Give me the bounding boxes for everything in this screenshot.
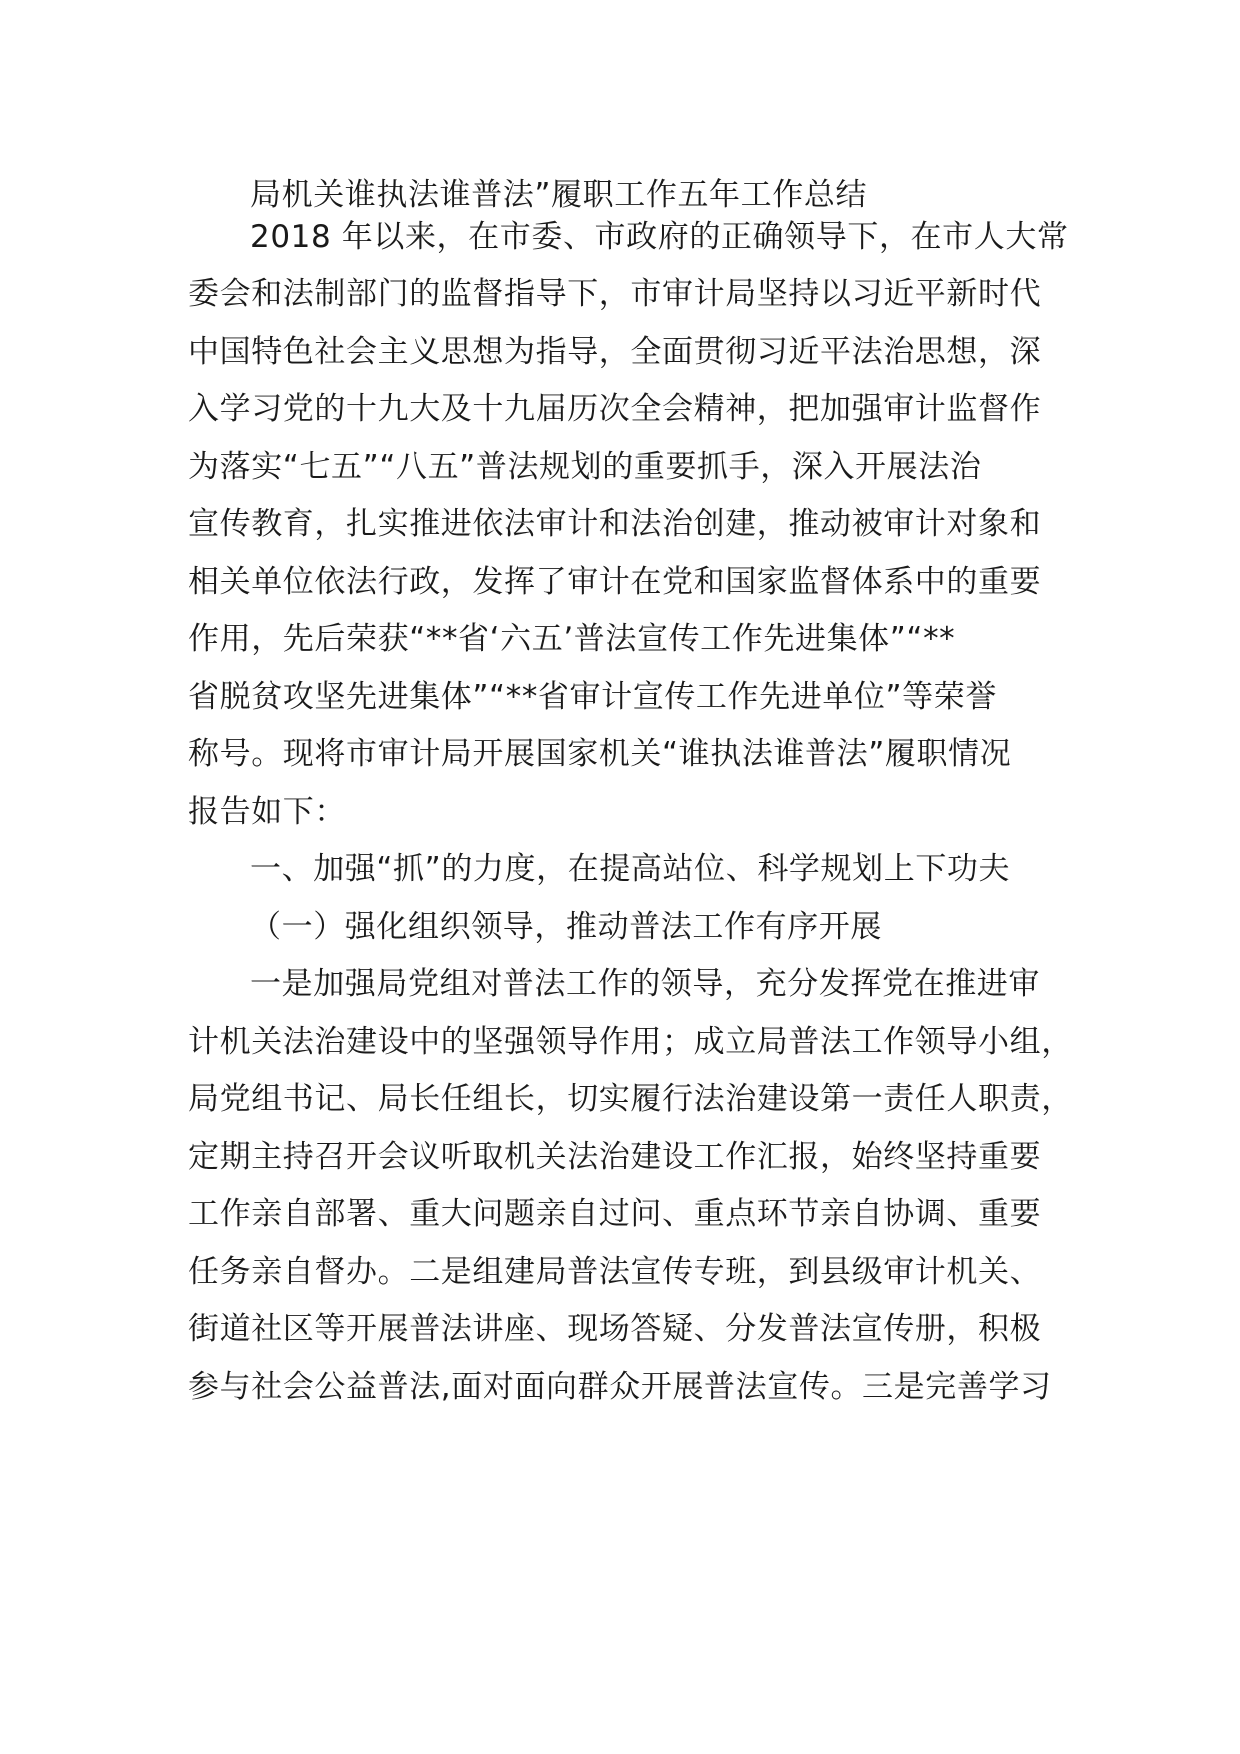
paragraph-line: 入学习党的十九大及十九届历次全会精神，把加强审计监督作 <box>188 391 1042 427</box>
subsection-heading: （一）强化组织领导，推动普法工作有序开展 <box>250 909 882 945</box>
paragraph-line: 一是加强局党组对普法工作的领导，充分发挥党在推进审 <box>250 966 1040 1002</box>
paragraph-line: 任务亲自督办。二是组建局普法宣传专班，到县级审计机关、 <box>188 1254 1042 1290</box>
paragraph-line: 工作亲自部署、重大问题亲自过问、重点环节亲自协调、重要 <box>188 1196 1042 1232</box>
document-title: 局机关谁执法谁普法”履职工作五年工作总结 <box>250 177 868 213</box>
paragraph-line: 作用，先后荣获“**省‘六五’普法宣传工作先进集体”“** <box>188 621 956 657</box>
paragraph-line: 中国特色社会主义思想为指导，全面贯彻习近平法治思想，深 <box>188 334 1042 370</box>
paragraph-line: 2018 年以来，在市委、市政府的正确领导下，在市人大常 <box>250 219 1069 255</box>
paragraph-line: 省脱贫攻坚先进集体”“**省审计宣传工作先进单位”等荣誉 <box>188 679 997 715</box>
paragraph-line: 称号。现将市审计局开展国家机关“谁执法谁普法”履职情况 <box>188 736 1012 772</box>
paragraph-line: 报告如下： <box>188 794 346 830</box>
paragraph-line: 相关单位依法行政，发挥了审计在党和国家监督体系中的重要 <box>188 564 1042 600</box>
paragraph-line: 参与社会公益普法,面对面向群众开展普法宣传。三是完善学习 <box>188 1369 1052 1405</box>
section-heading: 一、加强“抓”的力度，在提高站位、科学规划上下功夫 <box>250 851 1011 887</box>
paragraph-line: 委会和法制部门的监督指导下，市审计局坚持以习近平新时代 <box>188 276 1042 312</box>
paragraph-line: 局党组书记、局长任组长，切实履行法治建设第一责任人职责， <box>188 1081 1073 1117</box>
paragraph-line: 为落实“七五”“八五”普法规划的重要抓手，深入开展法治 <box>188 449 982 485</box>
paragraph-line: 计机关法治建设中的坚强领导作用；成立局普法工作领导小组， <box>188 1024 1073 1060</box>
paragraph-line: 宣传教育，扎实推进依法审计和法治创建，推动被审计对象和 <box>188 506 1042 542</box>
paragraph-line: 定期主持召开会议听取机关法治建设工作汇报，始终坚持重要 <box>188 1139 1042 1175</box>
paragraph-line: 街道社区等开展普法讲座、现场答疑、分发普法宣传册，积极 <box>188 1311 1042 1347</box>
